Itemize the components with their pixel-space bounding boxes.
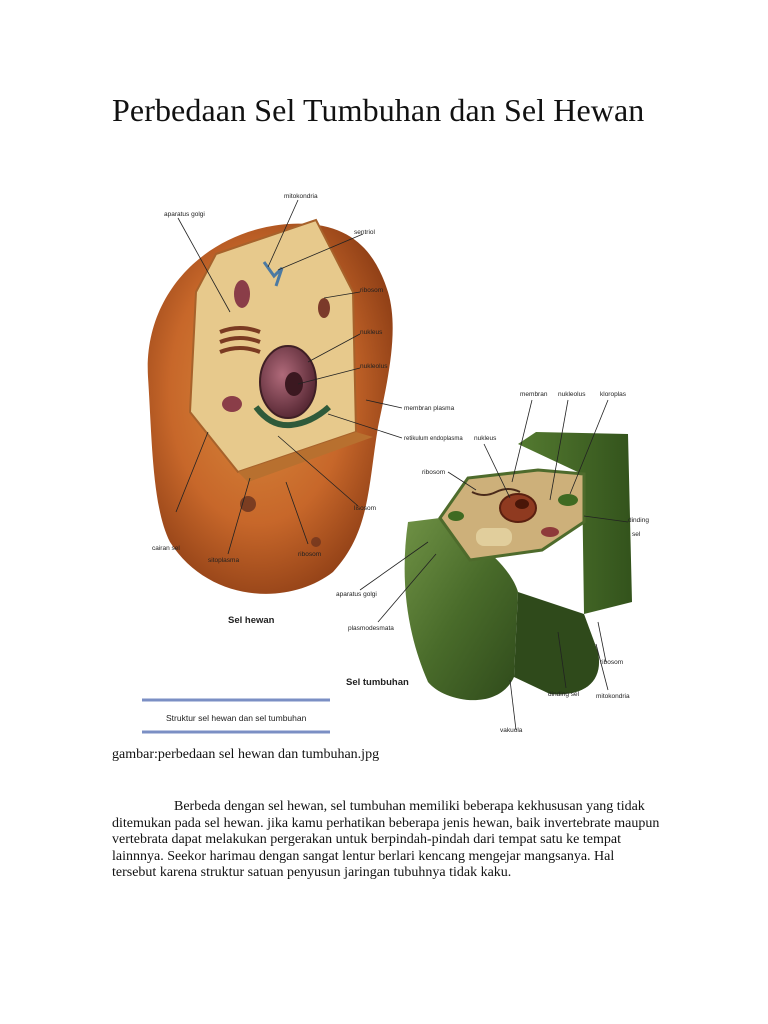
plant-chloroplast-2 (448, 511, 464, 521)
plant-mitochondria (541, 527, 559, 537)
label-plant-nucleolus: nukleolus (558, 391, 586, 398)
label-plant-ribosome-right: ribosom (600, 659, 624, 666)
label-plant-cell-wall-1: dinding (628, 517, 649, 524)
label-animal-mitochondria: mitokondria (284, 193, 318, 200)
label-plant-mitochondria: mitokondria (596, 693, 630, 700)
label-animal-ribosome-bottom: ribosom (298, 551, 322, 558)
label-plant-plasmodesmata: plasmodesmata (348, 625, 394, 632)
label-animal-nucleus: nukleus (360, 329, 383, 336)
figure-caption: gambar:perbedaan sel hewan dan tumbuhan.jpg (112, 747, 380, 762)
label-animal-ribosome-top: ribosom (360, 287, 384, 294)
label-plant-wall: dinding sel (548, 691, 580, 698)
label-animal-golgi: aparatus golgi (164, 211, 205, 218)
animal-mitochondria (234, 280, 250, 308)
page-title: Perbedaan Sel Tumbuhan dan Sel Hewan (112, 92, 645, 128)
label-plant-ribosome-left: ribosom (422, 469, 446, 476)
plant-vacuole (476, 528, 512, 546)
label-plant-golgi: aparatus golgi (336, 591, 377, 598)
label-animal-fluid: cairan sel (152, 545, 180, 552)
plant-cell-title: Sel tumbuhan (346, 677, 409, 688)
label-animal-lysosome: lisosom (354, 505, 377, 512)
figure-banner: Struktur sel hewan dan sel tumbuhan (166, 713, 307, 723)
animal-cell-cutaway (190, 220, 356, 472)
animal-vesicle (318, 298, 330, 318)
label-plant-membrane: membran (520, 391, 548, 398)
label-animal-er: retikulum endoplasma (404, 436, 463, 442)
label-animal-centriole: sentriol (354, 229, 375, 236)
body-paragraph: Berbeda dengan sel hewan, sel tumbuhan memiliki beberapa kekhususan yang tidak ditemukan pada sel hewan. jika kamu perhatikan beberapa jenis hewan, baik invertebrate maupun vertebrata dapat melakukan pergerakan untuk berpindah-pindah dari tempat satu ke tempat lainnnya. Seekor harimau dengan sangat lentur berlari kencang mengejar mangsanya. Hal tersebut karena struktur satuan penyusun jaringan tubuhnya tidak kaku. (112, 799, 660, 881)
plant-chloroplast (558, 494, 578, 506)
label-plant-vacuole: vakuola (500, 727, 523, 734)
label-animal-cytoplasm: sitoplasma (208, 557, 240, 564)
animal-mitochondria-2 (222, 396, 242, 412)
label-animal-nucleolus: nukleolus (360, 363, 388, 370)
label-animal-membrane: membran plasma (404, 405, 455, 412)
cell-diagram-figure (138, 182, 668, 737)
plant-nucleolus (515, 499, 529, 509)
animal-nucleolus (285, 372, 303, 396)
label-plant-cell-wall-2: sel (632, 531, 641, 538)
animal-cell-title: Sel hewan (228, 615, 275, 626)
label-plant-nucleus: nukleus (474, 435, 497, 442)
label-plant-chloroplast: kloroplas (600, 391, 627, 398)
plant-cell (336, 391, 649, 734)
animal-lysosome-2 (311, 537, 321, 547)
